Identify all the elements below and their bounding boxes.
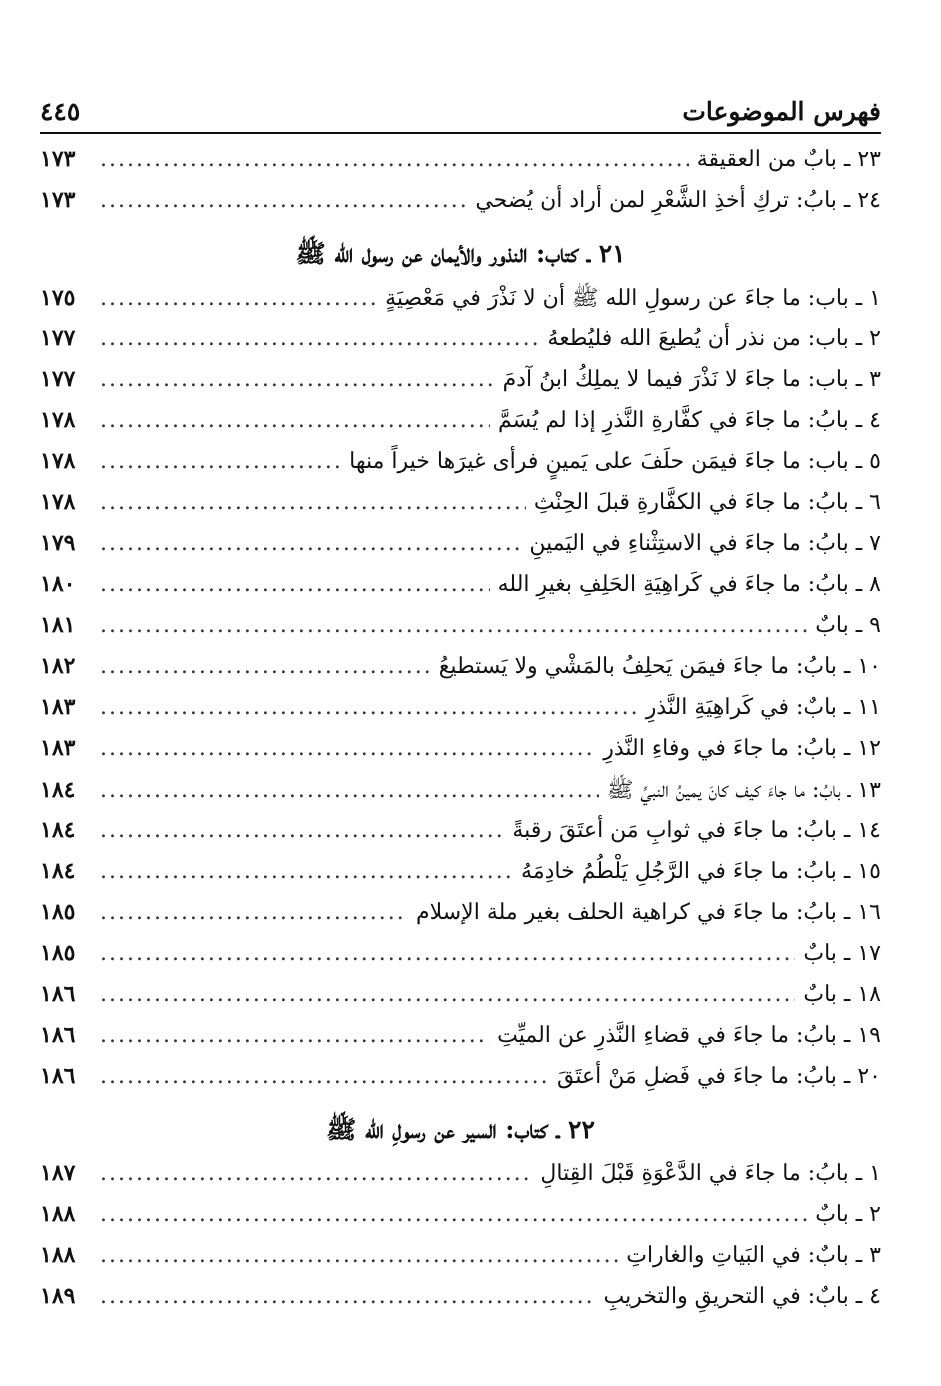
toc-entry-title: ٥ ـ باب: ما جاءَ فيمَن حلَفَ على يَمينٍ فرأى غيرَها خيراً منها	[349, 449, 881, 474]
toc-entry-title: ١٣ ـ بابُ: ما جاءَ كيف كانَ يمينُ النبيِّ ﷺ	[606, 778, 881, 803]
toc-entry	[40, 489, 881, 530]
toc-entry-page: ١٨٠	[40, 571, 76, 597]
toc-entry-page: ١٨٩	[40, 1283, 76, 1309]
dot-leader	[100, 613, 807, 638]
dot-leader	[100, 572, 490, 597]
toc-entry	[40, 407, 881, 448]
dot-leader	[100, 736, 595, 761]
toc-entry	[40, 817, 881, 858]
toc-entry-title: ٤ ـ بابٌ: في التحريقِ والتخريبِ	[603, 1284, 881, 1309]
toc-entry-page: ١٨٦	[40, 1022, 76, 1048]
toc-entry	[40, 1201, 881, 1242]
toc-entry	[40, 448, 881, 489]
toc-entry-page: ١٨٨	[40, 1201, 76, 1227]
header-title: فهرس الموضوعات	[682, 97, 881, 126]
toc-entry-title: ٢ ـ بابٌ	[815, 1202, 881, 1227]
dot-leader	[100, 1064, 549, 1089]
toc-group-before	[40, 146, 881, 228]
toc-entry-title: ١١ ـ بابٌ: في كَراهِيَةِ النَّذرِ	[645, 695, 881, 720]
toc-entry-title: ٣ ـ بابٌ: في البَياتِ والغاراتِ	[626, 1243, 881, 1268]
toc-entry	[40, 146, 881, 187]
toc-entry-title: ٤ ـ بابُ: ما جاءَ في كفَّارةِ النَّذرِ إذا لم يُسَمَّ	[498, 408, 881, 433]
dot-leader	[100, 1284, 596, 1309]
toc-entry	[40, 694, 881, 735]
dot-leader	[100, 286, 377, 311]
toc-entry	[40, 899, 881, 940]
dot-leader	[100, 188, 467, 213]
toc-entry	[40, 366, 881, 407]
toc-entry-title: ١٨ ـ بابٌ	[803, 982, 881, 1007]
toc-entry-title: ١٥ ـ بابُ: ما جاءَ في الرَّجُلِ يَلْطُمُ خادِمَهُ	[521, 859, 881, 884]
toc-entry-page: ١٨٦	[40, 1063, 76, 1089]
toc-entry	[40, 1160, 881, 1201]
toc-entry-page: ١٧٧	[40, 366, 76, 392]
dot-leader	[100, 490, 526, 515]
dot-leader	[100, 367, 495, 392]
toc-entry-page: ١٧٣	[40, 187, 76, 213]
toc-entry	[40, 530, 881, 571]
toc-entry-page: ١٧٥	[40, 285, 76, 311]
toc-entry-page: ١٧٧	[40, 325, 76, 351]
dot-leader	[100, 818, 504, 843]
toc-entry-title: ٩ ـ بابٌ	[815, 613, 881, 638]
toc-entry	[40, 325, 881, 366]
dot-leader	[100, 449, 341, 474]
toc-entry	[40, 653, 881, 694]
dot-leader	[100, 859, 513, 884]
dot-leader	[100, 1023, 489, 1048]
toc-entry-page: ١٨٤	[40, 858, 76, 884]
toc-entry-page: ١٧٣	[40, 146, 76, 172]
toc-entry	[40, 284, 881, 325]
dot-leader	[100, 941, 795, 966]
toc-entry	[40, 612, 881, 653]
toc-entry	[40, 776, 881, 817]
toc-entry-title: ٦ ـ بابُ: ما جاءَ في الكفَّارةِ قبلَ الحِنْثِ	[533, 490, 881, 515]
dot-leader	[100, 778, 599, 803]
toc-entry	[40, 735, 881, 776]
toc-entry-title: ٧ ـ بابُ: ما جاءَ في الاستِثْناءِ في اليَمينِ	[529, 531, 881, 556]
dot-leader	[100, 531, 521, 556]
toc-entry	[40, 1283, 881, 1324]
toc-entry-page: ١٨٥	[40, 940, 76, 966]
toc-entry-title: ١٧ ـ بابٌ	[803, 941, 881, 966]
toc-entry-title: ١٤ ـ بابُ: ما جاءَ في ثوابِ مَن أعتَقَ رقبةً	[512, 818, 881, 843]
dot-leader	[100, 408, 490, 433]
toc-entry-title: ١ ـ باب: ما جاءَ عن رسولِ الله ﷺ أن لا نَذْرَ في مَعْصِيَةٍ	[385, 286, 881, 311]
toc-entry-title: ١٩ ـ بابُ: ما جاءَ في قضاءِ النَّذرِ عن الميِّتِ	[497, 1023, 881, 1048]
toc-entry-title: ١ ـ بابُ: ما جاءَ في الدَّعْوَةِ قَبْلَ القِتالِ	[540, 1161, 881, 1186]
dot-leader	[100, 654, 431, 679]
dot-leader	[100, 900, 408, 925]
toc-entry-title: ١٢ ـ بابُ: ما جاءَ في وفاءِ النَّذرِ	[603, 736, 881, 761]
table-of-contents	[40, 146, 881, 1324]
toc-entry-page: ١٨٨	[40, 1242, 76, 1268]
toc-entry-title: ٨ ـ بابُ: ما جاءَ في كَراهِيَةِ الحَلِفِ بغيرِ الله	[497, 572, 881, 597]
toc-entry-page: ١٨٣	[40, 735, 76, 761]
toc-entry	[40, 1063, 881, 1104]
dot-leader	[100, 1243, 618, 1268]
dot-leader	[100, 326, 539, 351]
toc-entry-title: ٢ ـ باب: من نذر أن يُطيعَ الله فليُطعهُ	[547, 326, 881, 351]
toc-group-section-22	[40, 1160, 881, 1324]
dot-leader	[100, 1161, 532, 1186]
toc-entry-page: ١٨٦	[40, 981, 76, 1007]
toc-entry-page: ١٨٢	[40, 653, 76, 679]
toc-entry	[40, 1022, 881, 1063]
toc-entry-title: ١٠ ـ بابُ: ما جاءَ فيمَن يَحلِفُ بالمَشْي ولا يَستطيعُ	[438, 654, 881, 679]
toc-entry-title: ٢٣ ـ بابٌ من العقيقة	[696, 147, 881, 172]
section-heading-22: ٢٢ ـ كتاب: السير عن رسولِ الله ﷺ	[326, 1114, 595, 1144]
toc-entry	[40, 940, 881, 981]
toc-entry-page: ١٧٩	[40, 530, 76, 556]
toc-entry	[40, 571, 881, 612]
toc-entry-page: ١٧٨	[40, 489, 76, 515]
dot-leader	[100, 982, 795, 1007]
toc-entry-title: ٢٠ ـ بابُ: ما جاءَ في فَضلِ مَنْ أعتَقَ	[557, 1064, 881, 1089]
toc-entry-page: ١٨٤	[40, 777, 76, 803]
page-number: ٤٤٥	[40, 97, 81, 126]
toc-entry-title: ٣ ـ باب: ما جاءَ لا نَذْرَ فيما لا يملِكُ ابنُ آدمَ	[502, 367, 881, 392]
toc-entry-page: ١٨٥	[40, 899, 76, 925]
dot-leader	[100, 695, 638, 720]
page-header	[40, 82, 881, 134]
toc-entry	[40, 187, 881, 228]
toc-entry-page: ١٨١	[40, 612, 76, 638]
toc-entry-page: ١٧٨	[40, 448, 76, 474]
toc-entry-title: ١٦ ـ بابُ: ما جاءَ في كراهية الحلف بغير ملة الإسلام	[415, 900, 881, 925]
toc-entry-page: ١٨٤	[40, 817, 76, 843]
toc-entry-title: ٢٤ ـ بابُ: تركِ أخذِ الشَّعْرِ لمن أراد أن يُضحي	[475, 188, 881, 213]
toc-entry	[40, 858, 881, 899]
dot-leader	[100, 1202, 807, 1227]
toc-entry	[40, 981, 881, 1022]
dot-leader	[100, 147, 689, 172]
toc-entry	[40, 1242, 881, 1283]
toc-entry-page: ١٨٣	[40, 694, 76, 720]
toc-entry-page: ١٨٧	[40, 1160, 76, 1186]
toc-entry-page: ١٧٨	[40, 407, 76, 433]
toc-group-section-21	[40, 284, 881, 1104]
section-heading-21: ٢١ ـ كتاب: النذور والأيمان عن رسول الله ﷺ	[295, 238, 626, 268]
